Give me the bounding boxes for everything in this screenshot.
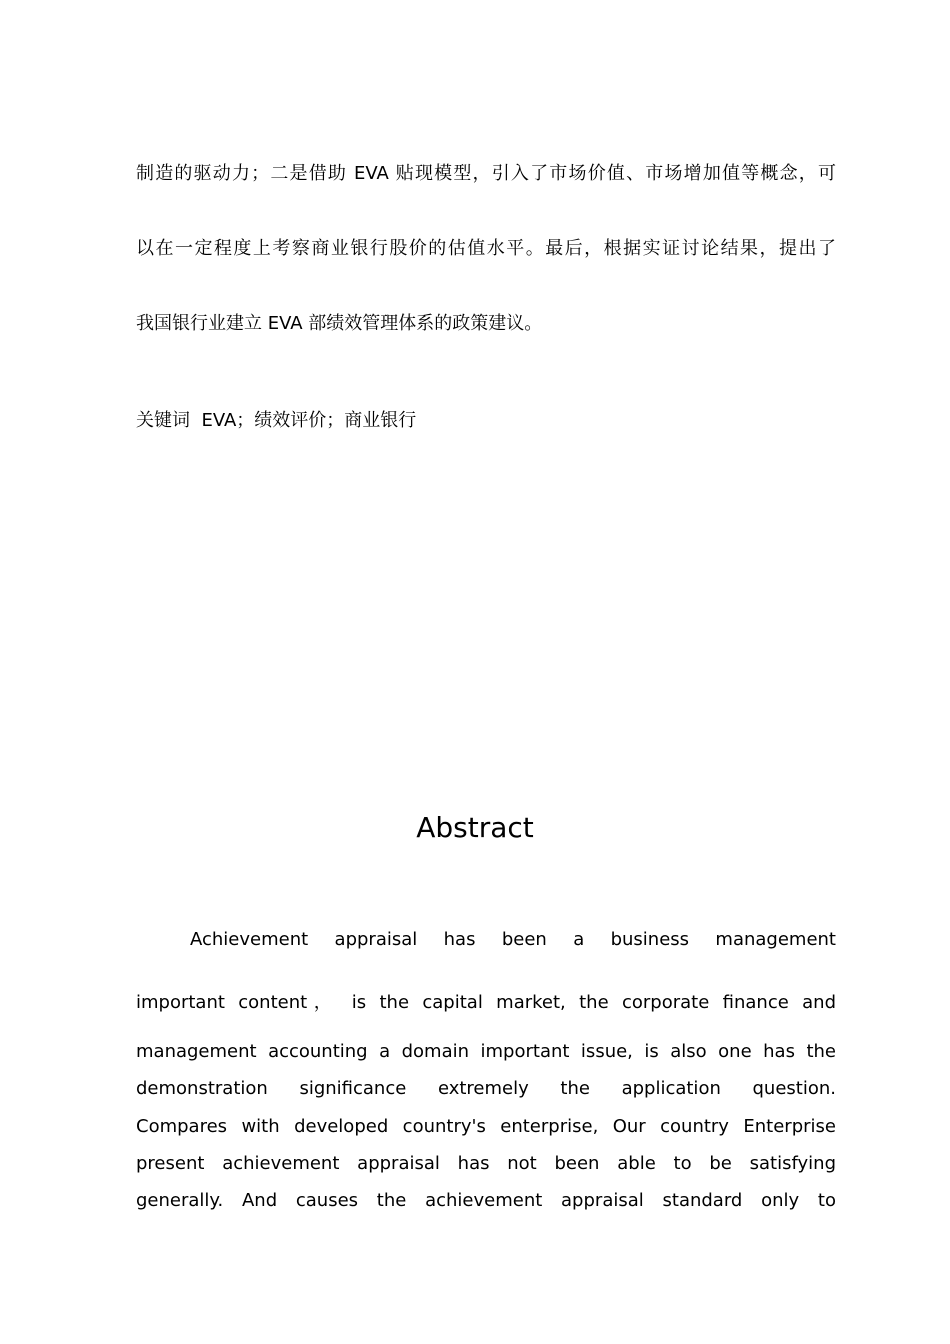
chinese-abstract-line-2: 以在一定程度上考察商业银行股价的估值水平。最后，根据实证讨论结果，提出了	[136, 238, 836, 259]
english-abstract-line-1: Achievement appraisal has been a business management	[190, 929, 836, 950]
english-abstract-line-3: management accounting a domain important issue, is also one has the	[136, 1041, 836, 1062]
english-abstract-line-7: generally. And causes the achievement appraisal standard only to	[136, 1190, 836, 1211]
english-abstract-line-5: Compares with developed country's enterprise, Our country Enterprise	[136, 1116, 836, 1137]
chinese-abstract-line-1: 制造的驱动力；二是借助 EVA 贴现模型，引入了市场价值、市场增加值等概念，可	[136, 163, 836, 184]
english-abstract-line-2: important content， is the capital market, the corporate finance and	[136, 992, 836, 1013]
english-abstract-line-4: demonstration significance extremely the application question.	[136, 1078, 836, 1099]
english-abstract-line-6: present achievement appraisal has not been able to be satisfying	[136, 1153, 836, 1174]
chinese-abstract-line-3: 我国银行业建立 EVA 部绩效管理体系的政策建议。	[136, 313, 543, 334]
abstract-heading: Abstract	[416, 811, 534, 844]
keywords-line: 关键词 EVA；绩效评价；商业银行	[136, 410, 417, 431]
